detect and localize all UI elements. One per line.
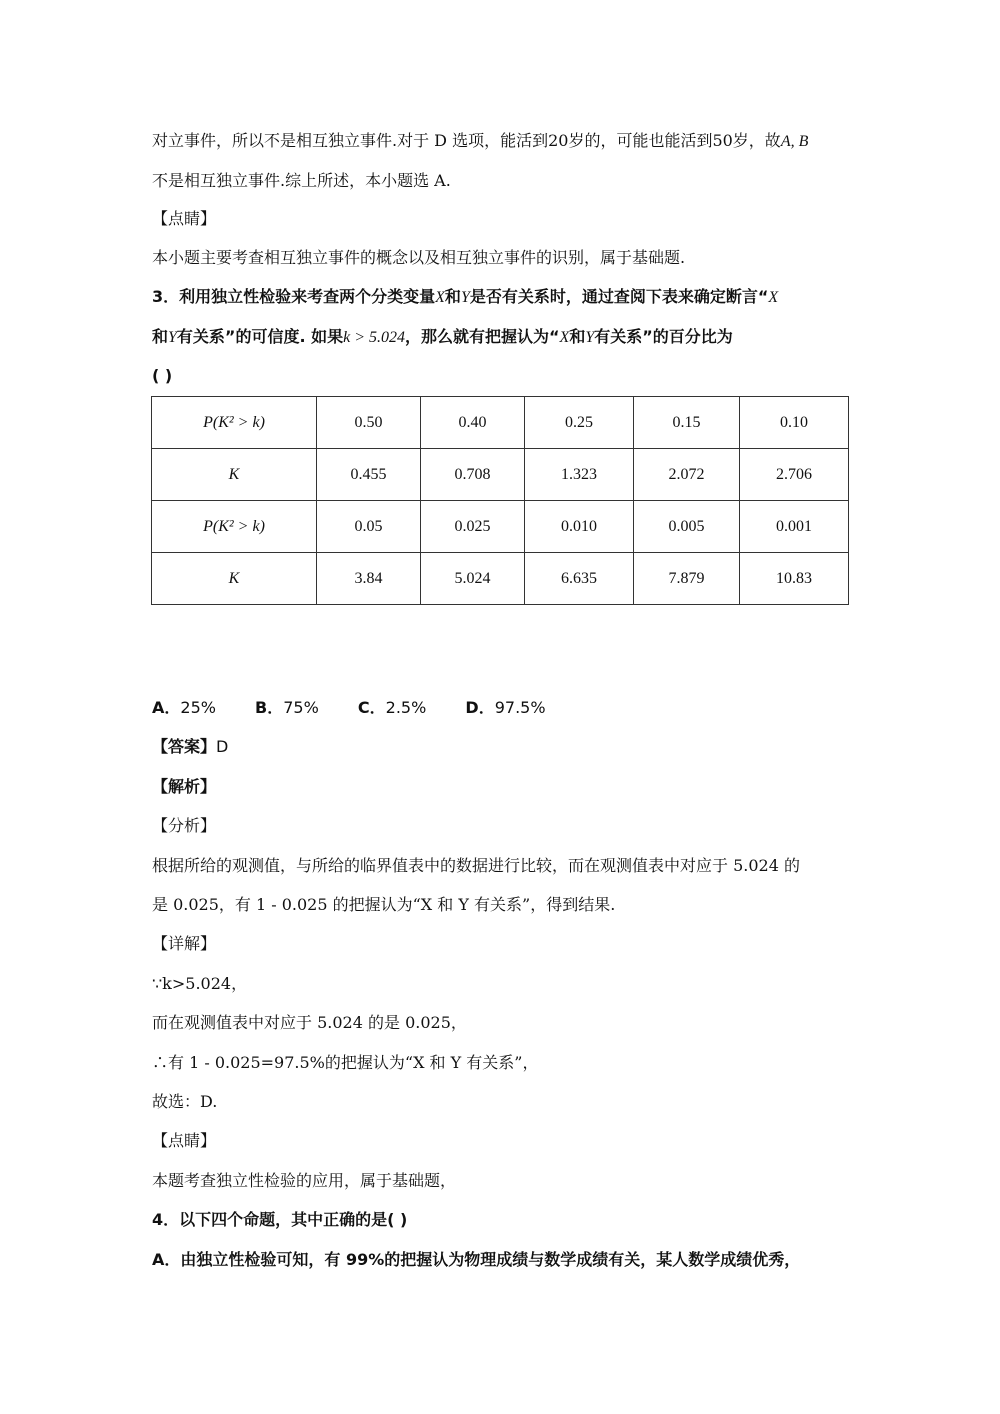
q3-text: 3．利用独立性检验来考查两个分类变量	[152, 287, 436, 306]
math-ab: A, B	[780, 133, 809, 150]
var-y: Y	[585, 329, 595, 346]
table-cell: 0.25	[525, 397, 634, 449]
table-cell: 0.50	[317, 397, 421, 449]
q3-stem-line-1	[152, 287, 778, 308]
table-cell: 0.10	[740, 397, 849, 449]
option-b	[255, 698, 319, 718]
q3-text: 有关系”的可信度. 如果	[176, 327, 344, 346]
var-x: X	[435, 289, 445, 306]
q3-text: 和	[152, 327, 169, 346]
var-y: Y	[460, 289, 470, 306]
table-row	[152, 553, 849, 605]
option-value: 25%	[180, 698, 216, 717]
answer-line	[152, 737, 228, 757]
table-cell: 2.706	[740, 449, 849, 501]
table-row	[152, 449, 849, 501]
table-cell: 2.072	[634, 449, 740, 501]
row-header-cell: P(K² > k)	[152, 501, 317, 553]
option-d	[465, 698, 545, 718]
xiangjie-line-3: ∴有 1 - 0.025=97.5%的把握认为“X 和 Y 有关系”，	[152, 1053, 539, 1072]
dianjing-text: 本小题主要考查相互独立事件的概念以及相互独立事件的识别，属于基础题.	[152, 248, 686, 267]
dianjing-heading: 【点睛】	[152, 209, 217, 228]
var-x: X	[559, 329, 570, 346]
q3-text: 是否有关系时，通过查阅下表来确定断言“	[469, 287, 769, 306]
table-cell: 7.879	[634, 553, 740, 605]
condition-math: k > 5.024	[343, 329, 405, 346]
q3-text: 和	[569, 327, 586, 346]
q4-stem: 4．以下四个命题，其中正确的是( )	[152, 1210, 408, 1229]
prev-solution-line-2: 不是相互独立事件.综上所述，本小题选 A.	[152, 171, 451, 190]
q3-options	[152, 698, 580, 718]
prev-solution-line-1	[152, 131, 808, 152]
table-cell: 5.024	[421, 553, 525, 605]
option-a	[152, 698, 216, 718]
fenxi-heading: 【分析】	[152, 816, 217, 835]
prev-solution-text: 对立事件，所以不是相互独立事件.对于 D 选项，能活到20岁的，可能也能活到50岁，故	[152, 131, 781, 150]
table-cell: 0.025	[421, 501, 525, 553]
q3-text: ，那么就有把握认为“	[405, 327, 560, 346]
option-label: C．	[357, 698, 386, 717]
var-y: Y	[168, 329, 177, 346]
table-cell: 0.001	[740, 501, 849, 553]
table-cell: 0.010	[525, 501, 634, 553]
option-value: 97.5%	[494, 698, 546, 717]
q3-answer-paren: ( )	[152, 366, 173, 385]
option-value: 75%	[283, 698, 319, 717]
option-label: A．	[152, 698, 181, 717]
option-label: D．	[465, 698, 495, 717]
table-cell: 0.455	[317, 449, 421, 501]
option-label: B．	[255, 698, 284, 717]
jiexi-heading: 【解析】	[152, 777, 217, 796]
table-cell: 6.635	[525, 553, 634, 605]
table-cell: 1.323	[525, 449, 634, 501]
row-header-cell: P(K² > k)	[152, 397, 317, 449]
table-cell: 0.005	[634, 501, 740, 553]
q3-text: 有关系”的百分比为	[594, 327, 733, 346]
table-row	[152, 501, 849, 553]
table-row	[152, 397, 849, 449]
row-header-cell: K	[152, 449, 317, 501]
xiangjie-line-1: ∵k>5.024，	[152, 974, 248, 993]
row-header-cell: K	[152, 553, 317, 605]
fenxi-line-2: 是 0.025，有 1 - 0.025 的把握认为“X 和 Y 有关系”，得到结果.	[152, 895, 616, 914]
option-value: 2.5%	[385, 698, 427, 717]
q3-text: 和	[444, 287, 461, 306]
xiangjie-heading: 【详解】	[152, 934, 217, 953]
q3-stem-line-2	[152, 327, 733, 348]
answer-value: D	[216, 737, 229, 756]
option-c	[358, 698, 426, 718]
q4-option-a: A．由独立性检验可知，有 99%的把握认为物理成绩与数学成绩有关，某人数学成绩优秀，	[152, 1250, 801, 1269]
table-cell: 0.708	[421, 449, 525, 501]
table-cell: 3.84	[317, 553, 421, 605]
q3-dianjing-text: 本题考查独立性检验的应用，属于基础题，	[152, 1171, 457, 1190]
answer-label: 【答案】	[152, 737, 217, 756]
table-cell: 10.83	[740, 553, 849, 605]
xiangjie-line-2: 而在观测值表中对应于 5.024 的是 0.025，	[152, 1013, 467, 1032]
table-cell: 0.40	[421, 397, 525, 449]
xiangjie-line-4: 故选：D.	[152, 1092, 218, 1111]
critical-value-table	[151, 396, 849, 605]
var-x: X	[768, 289, 779, 306]
table-cell: 0.15	[634, 397, 740, 449]
table-cell: 0.05	[317, 501, 421, 553]
q3-dianjing-heading: 【点睛】	[152, 1131, 217, 1150]
fenxi-line-1: 根据所给的观测值，与所给的临界值表中的数据进行比较，而在观测值表中对应于 5.024 的	[152, 856, 800, 875]
